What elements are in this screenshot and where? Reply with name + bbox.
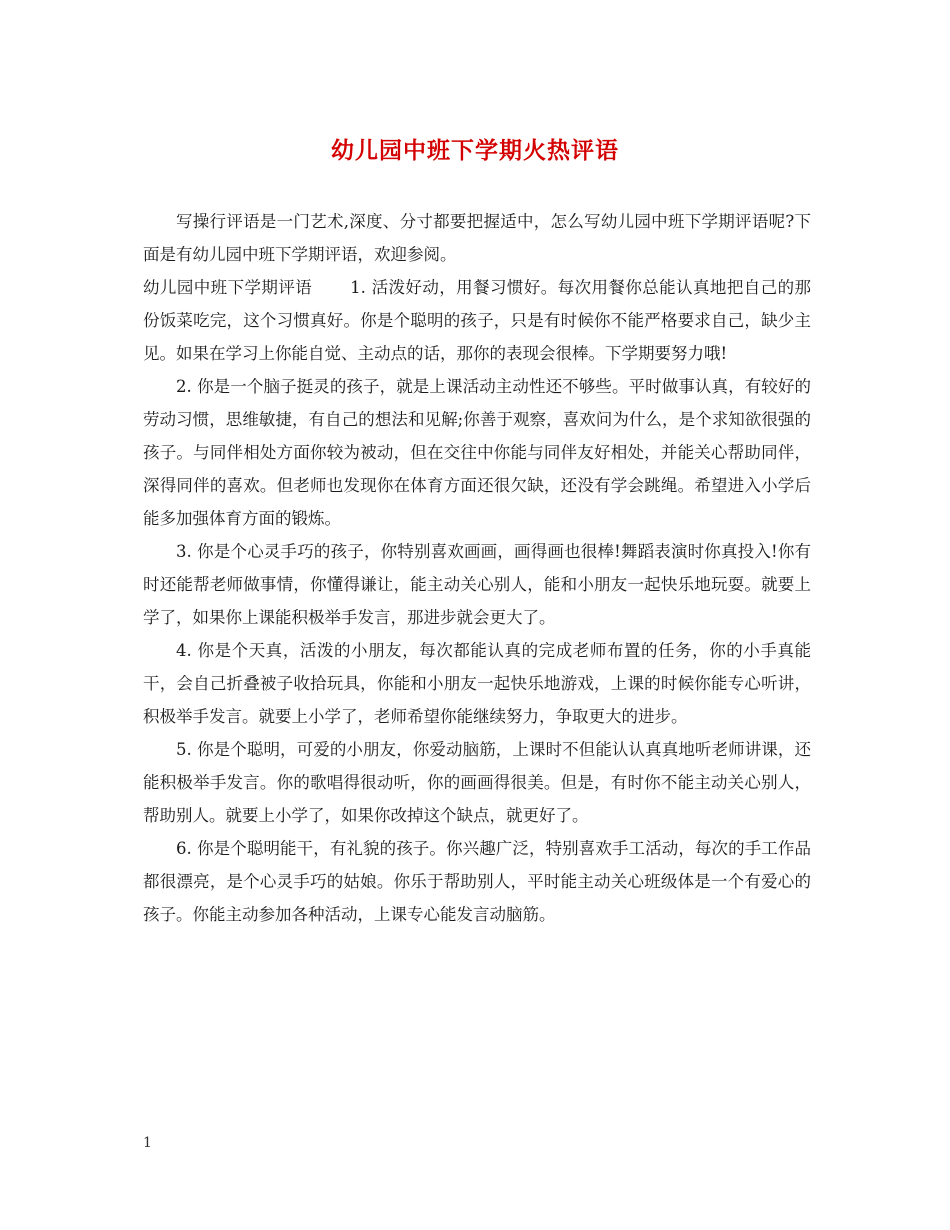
page-number: 1 [143, 1135, 152, 1151]
first-item-paragraph [143, 271, 811, 370]
comment-item-3: 3. 你是个心灵手巧的孩子，你特别喜欢画画，画得画也很棒!舞蹈表演时你真投入!你有时还能帮老师做事情，你懂得谦让，能主动关心别人，能和小朋友一起快乐地玩耍。就要上学了，如果你上课能积极举手发言，那进步就会更大了。 [143, 542, 811, 627]
document-body [143, 205, 811, 931]
comment-item-4: 4. 你是个天真，活泼的小朋友，每次都能认真的完成老师布置的任务，你的小手真能干，会自己折叠被子收拾玩具，你能和小朋友一起快乐地游戏，上课的时候你能专心听讲，积极举手发言。就要上小学了，老师希望你能继续努力，争取更大的进步。 [143, 641, 811, 726]
comment-item-1: 1. 活泼好动，用餐习惯好。每次用餐你总能认真地把自己的那份饭菜吃完，这个习惯真好。你是个聪明的孩子，只是有时候你不能严格要求自己，缺少主见。如果在学习上你能自觉、主动点的话，那你的表现会很棒。下学期要努力哦! [143, 278, 811, 363]
comment-item-2: 2. 你是一个脑子挺灵的孩子，就是上课活动主动性还不够些。平时做事认真，有较好的劳动习惯，思维敏捷，有自己的想法和见解;你善于观察，喜欢问为什么，是个求知欲很强的孩子。与同伴相处方面你较为被动，但在交往中你能与同伴友好相处，并能关心帮助同伴，深得同伴的喜欢。但老师也发现你在体育方面还很欠缺，还没有学会跳绳。希望进入小学后能多加强体育方面的锻炼。 [143, 377, 811, 528]
section-heading: 幼儿园中班下学期评语 [143, 278, 313, 297]
page-title: 幼儿园中班下学期火热评语 [331, 137, 619, 164]
comment-item-5: 5. 你是个聪明，可爱的小朋友，你爱动脑筋，上课时不但能认认真真地听老师讲课，还能积极举手发言。你的歌唱得很动听，你的画画得很美。但是，有时你不能主动关心别人，帮助别人。就要上小学了，如果你改掉这个缺点，就更好了。 [143, 740, 811, 825]
comment-item-6: 6. 你是个聪明能干，有礼貌的孩子。你兴趣广泛，特别喜欢手工活动，每次的手工作品都很漂亮，是个心灵手巧的姑娘。你乐于帮助别人，平时能主动关心班级体是一个有爱心的孩子。你能主动参加各种活动，上课专心能发言动脑筋。 [143, 839, 811, 924]
intro-paragraph: 写操行评语是一门艺术,深度、分寸都要把握适中，怎么写幼儿园中班下学期评语呢?下面是有幼儿园中班下学期评语，欢迎参阅。 [143, 212, 811, 264]
